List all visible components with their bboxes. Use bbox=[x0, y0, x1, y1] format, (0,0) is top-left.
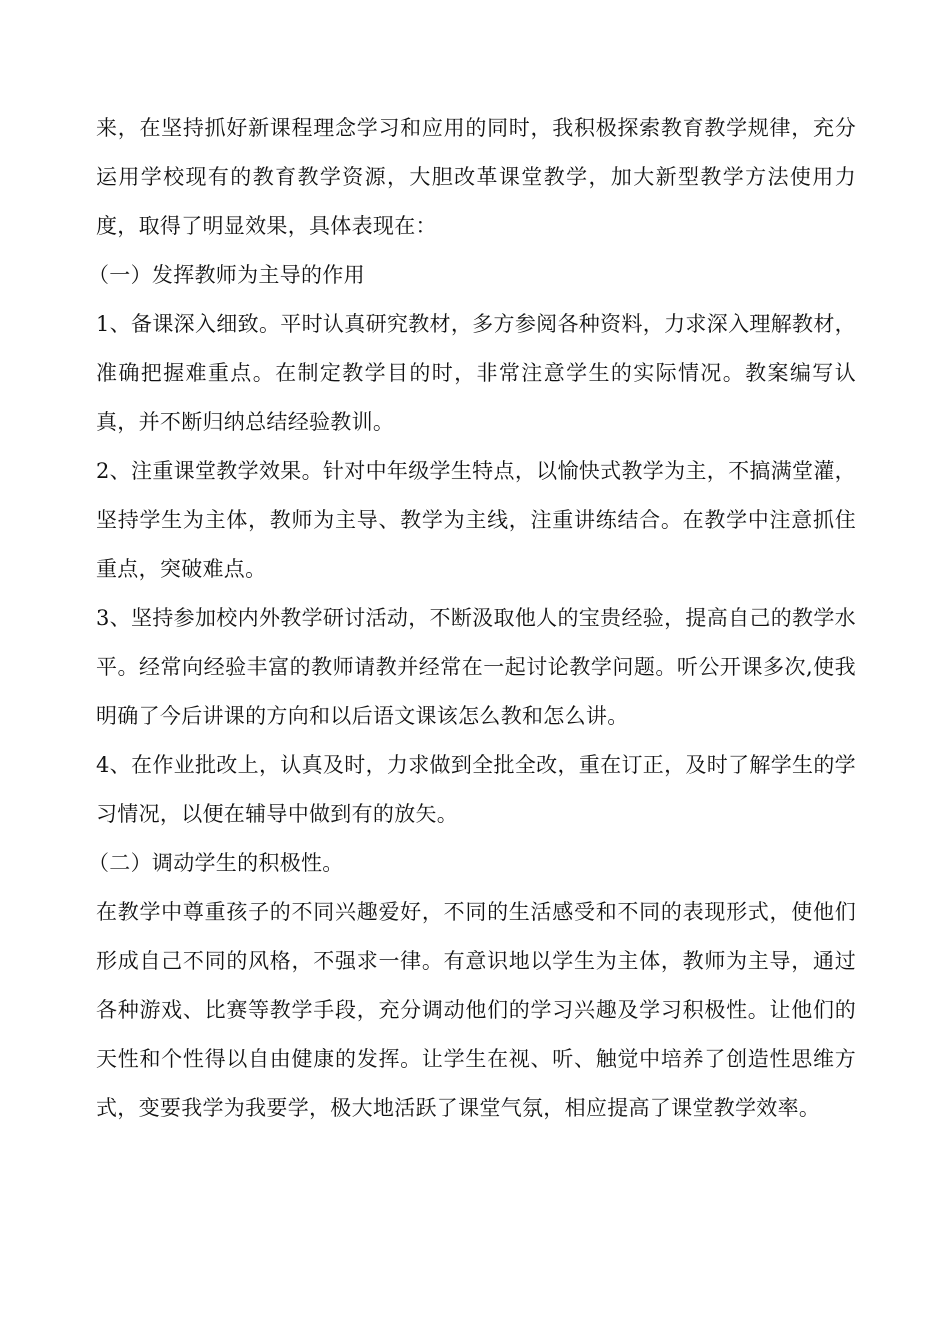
paragraph-section-2-body: 在教学中尊重孩子的不同兴趣爱好，不同的生活感受和不同的表现形式，使他们形成自己不同的风格，不强求一律。有意识地以学生为主体，教师为主导，通过各种游戏、比赛等教学手段，充分调动他们的学习兴趣及学习积极性。让他们的天性和个性得以自由健康的发挥。让学生在视、听、触觉中培养了创造性思维方式，变要我学为我要学，极大地活跃了课堂气氛，相应提高了课堂教学效率。 bbox=[96, 900, 856, 1120]
paragraph-item-3: 3、坚持参加校内外教学研讨活动，不断汲取他人的宝贵经验，提高自己的教学水平。经常向经验丰富的教师请教并经常在一起讨论教学问题。听公开课多次,使我明确了今后讲课的方向和以后语文课该怎么教和怎么讲。 bbox=[96, 606, 856, 728]
section-heading-2: （二）调动学生的积极性。 bbox=[88, 851, 344, 875]
paragraph-item-2: 2、注重课堂教学效果。针对中年级学生特点，以愉快式教学为主，不搞满堂灌，坚持学生为主体，教师为主导、教学为主线，注重讲练结合。在教学中注意抓住重点，突破难点。 bbox=[96, 459, 856, 581]
paragraph-intro: 来，在坚持抓好新课程理念学习和应用的同时，我积极探索教育教学规律，充分运用学校现有的教育教学资源，大胆改革课堂教学，加大新型教学方法使用力度，取得了明显效果，具体表现在： bbox=[96, 116, 856, 238]
paragraph-item-4: 4、在作业批改上，认真及时，力求做到全批全改，重在订正，及时了解学生的学习情况，以便在辅导中做到有的放矢。 bbox=[96, 753, 856, 826]
section-heading-1: （一）发挥教师为主导的作用 bbox=[88, 263, 365, 287]
paragraph-item-1: 1、备课深入细致。平时认真研究教材，多方参阅各种资料，力求深入理解教材，准确把握难重点。在制定教学目的时，非常注意学生的实际情况。教案编写认真，并不断归纳总结经验教训。 bbox=[96, 312, 856, 434]
document-page bbox=[88, 104, 856, 1133]
